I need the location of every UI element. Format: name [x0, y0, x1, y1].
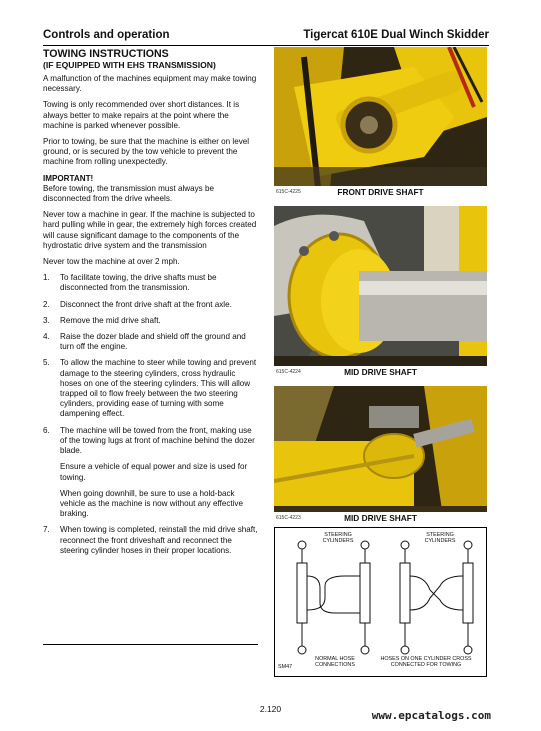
step-number: 5.: [43, 358, 50, 368]
paragraph-level-ground: Prior to towing, be sure that the machine is either on level ground, or is secured by the tow vehicle to prevent the machine from rolling unexpectedly.: [43, 137, 250, 167]
towing-steps-list-end: [43, 525, 258, 556]
important-heading: IMPORTANT!: [43, 173, 94, 183]
important-note: [43, 174, 258, 205]
figure-caption: [274, 186, 487, 198]
paragraph-speed-limit: Never tow the machine at over 2 mph.: [43, 257, 180, 267]
hose-connection-drawing: [275, 528, 486, 676]
figure-caption: [274, 512, 487, 524]
step-text: To facilitate towing, the drive shafts must be disconnected from the transmission.: [60, 273, 217, 293]
page-subtitle: (IF EQUIPPED WITH EHS TRANSMISSION): [43, 60, 216, 70]
figure-code: 615C-4223: [276, 515, 301, 521]
step-text: Raise the dozer blade and shield off the ground and turn off the engine.: [60, 332, 246, 352]
steering-cylinders-label-left: STEERING CYLINDERS: [322, 532, 354, 545]
paragraph-malfunction: A malfunction of the machines equipment may make towing necessary.: [43, 74, 257, 94]
page-number: 2.120: [259, 704, 282, 714]
step-text: When towing is completed, reinstall the mid drive shaft, reconnect the front driveshaft and reconnect the steering cylinder hoses in their proper locations.: [60, 525, 258, 555]
photo-mid-drive-shaft-1: [274, 206, 487, 378]
steering-hose-diagram: [274, 527, 487, 677]
list-item: [43, 332, 258, 352]
step-number: 2.: [43, 299, 50, 309]
note-equal-power: Ensure a vehicle of equal power and size is used for towing.: [60, 462, 248, 482]
list-item: [43, 525, 258, 556]
diagram-code: SM47: [278, 664, 293, 670]
figure-code: 615C-4224: [276, 369, 301, 375]
cross-connected-caption: HOSES ON ONE CYLINDER CROSS CONNECTED FOR TOWING: [380, 656, 472, 669]
step-text: To allow the machine to steer while towing and prevent damage to the steering cylinders, cross hydraulic hoses on one of the steering cylinders. This will allow trapped oil to flow freely between the two steering cylinders, providing ease of turning with some dampening effect.: [60, 358, 257, 419]
watermark-url: www.epcatalogs.com: [371, 709, 491, 722]
important-text: Before towing, the transmission must always be disconnected from the drive wheels.: [43, 183, 214, 204]
step-text: Remove the mid drive shaft.: [60, 315, 161, 325]
step-number: 7.: [43, 525, 50, 535]
step-number: 3.: [43, 315, 50, 325]
note-hold-back-vehicle: When going downhill, be sure to use a hold-back vehicle as the machine is now without any effective braking.: [60, 488, 243, 519]
mid-drive-shaft-illustration: [274, 386, 487, 524]
figure-caption: [274, 366, 487, 378]
figure-label: MID DRIVE SHAFT: [344, 367, 417, 377]
section-title: Controls and operation: [43, 29, 170, 41]
normal-connections-caption: NORMAL HOSE CONNECTIONS: [315, 656, 355, 669]
figure-code: 615C-4225: [276, 189, 301, 195]
column-end-rule: [43, 644, 258, 645]
list-item: [43, 426, 258, 457]
list-item: [43, 273, 258, 293]
list-item: [43, 316, 258, 326]
step-number: 4.: [43, 332, 50, 342]
header-rule: [43, 45, 489, 46]
step-number: 1.: [43, 273, 50, 283]
step-text: The machine will be towed from the front, making use of the towing lugs at front of machine behind the dozer blade.: [60, 425, 255, 456]
manual-model-title: Tigercat 610E Dual Winch Skidder: [303, 29, 489, 41]
list-item: [43, 300, 258, 310]
photo-mid-drive-shaft-2: [274, 386, 487, 524]
list-item: [43, 358, 258, 419]
mid-drive-shaft-illustration: [274, 206, 487, 378]
towing-steps-list: [43, 273, 258, 456]
instructions-column: [43, 47, 258, 562]
paragraph-never-tow-in-gear: Never tow a machine in gear. If the machine is subjected to hard pulling while in gear, the extremely high forces created will cause significant damage to the components of the hydrostatic drive system and the transmission: [43, 210, 257, 250]
figure-label: FRONT DRIVE SHAFT: [337, 187, 424, 197]
front-drive-shaft-illustration: [274, 47, 487, 198]
paragraph-short-distances: Towing is only recommended over short distances. It is always better to make repairs at the point where the machine is parked whenever possible.: [43, 100, 240, 130]
step-text: Disconnect the front drive shaft at the front axle.: [60, 299, 232, 309]
page-title: TOWING INSTRUCTIONS: [43, 48, 169, 60]
photo-front-drive-shaft: [274, 47, 487, 198]
step-number: 6.: [43, 425, 50, 435]
steering-cylinders-label-right: STEERING CYLINDERS: [424, 532, 456, 545]
figure-label: MID DRIVE SHAFT: [344, 513, 417, 523]
